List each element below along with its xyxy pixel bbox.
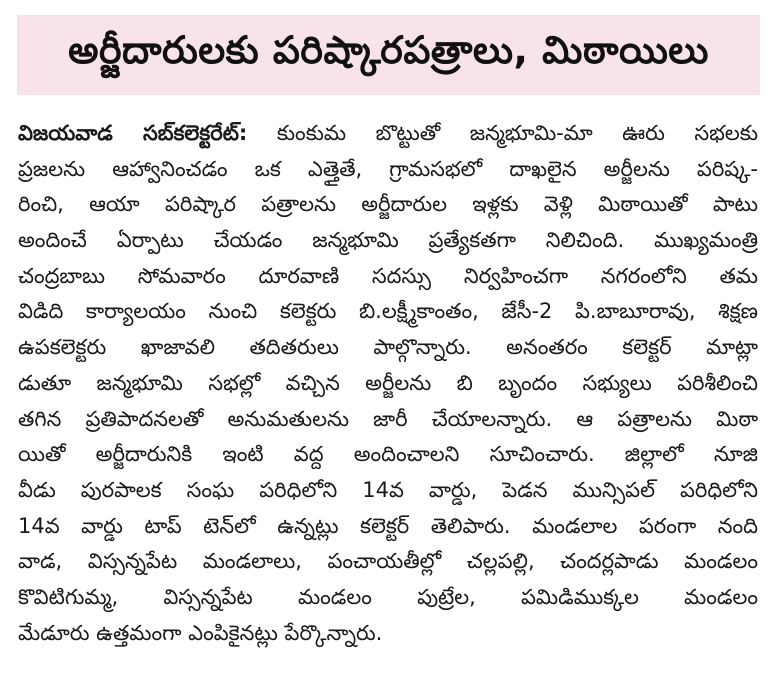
article-line: తగిన ప్రతిపాదనలతో అనుమతులను జారీ చేయాలన్నారు. ఆ పత్రాలను మిఠా [18, 406, 758, 431]
article-line: వాడ, విస్సన్నపేట మండలాలు, పంచాయతీల్లో చల్లపల్లి, చందర్లపాడు మండలం [18, 549, 758, 574]
article-line: ప్రజలను ఆహ్వానించడం ఒక ఎత్తైతే, గ్రామసభలో దాఖలైన అర్జీలను పరిష్క- [18, 156, 758, 181]
article-line: ఉపకలెక్టరు ఖాజావలి తదితరులు పాల్గొన్నారు. అనంతరం కలెక్టర్ మాట్లా [18, 335, 758, 360]
article-text: కుంకుమ బొట్టుతో జన్మభూమి-మా ఊరు సభలకు [276, 121, 758, 145]
article-line: కొవిటిగుమ్మ, విస్సన్నపేట మండలం పుట్రేల, పమిడిముక్కల మండలం [18, 584, 758, 609]
article-line: డుతూ జన్మభూమి సభల్లో వచ్చిన అర్జీలను బి బృందం సభ్యులు పరిశీలించి [18, 370, 758, 395]
article-line: మేడూరు ఉత్తమంగా ఎంపికైనట్లు పేర్కొన్నారు. [18, 620, 383, 645]
article-line: చంద్రబాబు సోమవారం దూరవాణి సదస్సు నిర్వహించగా నగరంలోని తమ [18, 263, 758, 288]
article-line [18, 116, 758, 152]
article-line: రించి, ఆయా పరిష్కార పత్రాలను అర్జీదారుల ఇళ్లకు వెళ్లి మిఠాయితో పాటు [18, 192, 758, 217]
article-line: వీడు పురపాలక సంఘ పరిధిలోని 14వ వార్డు, పెడన మున్సిపల్ పరిధిలోని [18, 477, 758, 502]
article-line: అందించే ఏర్పాటు చేయడం జన్మభూమి ప్రత్యేకతగా నిలిచింది. ముఖ్యమంత్రి [18, 228, 758, 253]
dateline: విజయవాడ సబ్‌కలెక్టరేట్: [18, 121, 248, 145]
article-line: యితో అర్జీదారునికి ఇంటి వద్ద అందించాలని సూచించారు. జిల్లాలో నూజి [18, 442, 758, 467]
headline-banner [17, 15, 760, 95]
article-line: 14వ వార్డు టాప్ టెన్‌లో ఉన్నట్లు కలెక్టర్ తెలిపారు. మండలాల పరంగా నంది [18, 513, 758, 538]
article-line: విడిది కార్యాలయం నుంచి కలెక్టరు బి.లక్ష్మీకాంతం, జేసీ-2 పి.బాబూరావు, శిక్షణ [18, 299, 758, 324]
headline: అర్జీదారులకు పరిష్కారపత్రాలు, మిఠాయిలు [68, 28, 709, 72]
article-body [18, 116, 758, 651]
